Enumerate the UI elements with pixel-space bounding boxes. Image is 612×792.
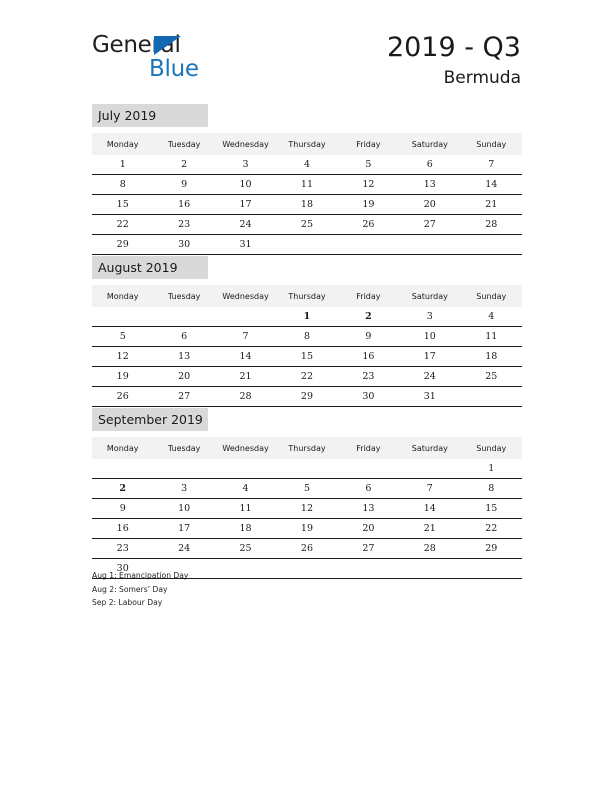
month-grid xyxy=(92,133,522,255)
day-cell-empty xyxy=(153,307,214,327)
day-cell[interactable]: 10 xyxy=(215,175,276,195)
day-cell[interactable]: 15 xyxy=(461,499,522,519)
month-title: September 2019 xyxy=(92,408,208,431)
day-cell[interactable]: 3 xyxy=(426,311,433,322)
day-cell[interactable]: 31 xyxy=(215,235,276,255)
day-cell[interactable]: 19 xyxy=(92,367,153,387)
day-cell[interactable]: 22 xyxy=(461,519,522,539)
day-cell[interactable]: 10 xyxy=(399,327,460,347)
day-cell-empty xyxy=(215,307,276,327)
day-cell[interactable]: 4 xyxy=(488,311,495,322)
day-cell[interactable]: 18 xyxy=(215,519,276,539)
day-cell-empty xyxy=(92,307,153,327)
weekday-header-saturday: Saturday xyxy=(399,437,460,459)
day-cell[interactable]: 26 xyxy=(276,539,337,559)
general-blue-logo xyxy=(92,32,292,88)
day-cell[interactable]: 29 xyxy=(461,539,522,559)
week-row xyxy=(92,307,522,327)
week-row xyxy=(92,327,522,347)
title-block xyxy=(387,32,521,89)
day-cell[interactable]: 24 xyxy=(215,215,276,235)
day-cell[interactable]: 24 xyxy=(153,539,214,559)
weekday-header-friday: Friday xyxy=(338,437,399,459)
day-cell[interactable]: 12 xyxy=(338,175,399,195)
day-cell[interactable]: 15 xyxy=(92,195,153,215)
day-cell[interactable]: 26 xyxy=(92,387,153,407)
day-cell[interactable]: 28 xyxy=(461,215,522,235)
week-row xyxy=(92,479,522,499)
day-cell[interactable]: 3 xyxy=(242,159,249,170)
weekday-header-tuesday: Tuesday xyxy=(153,285,214,307)
page-title: 2019 - Q3 xyxy=(386,32,521,63)
day-cell[interactable]: 16 xyxy=(92,519,153,539)
day-cell[interactable]: 19 xyxy=(276,519,337,539)
day-cell[interactable]: 1 xyxy=(119,159,126,170)
day-cell-empty xyxy=(276,235,337,255)
day-cell[interactable]: 20 xyxy=(338,519,399,539)
day-cell[interactable]: 18 xyxy=(276,195,337,215)
logo-triangle-icon xyxy=(154,36,181,55)
day-cell[interactable]: 23 xyxy=(92,539,153,559)
day-cell[interactable]: 12 xyxy=(92,347,153,367)
day-cell[interactable]: 9 xyxy=(338,327,399,347)
month-grid xyxy=(92,437,522,579)
day-cell[interactable]: 22 xyxy=(276,367,337,387)
day-cell[interactable]: 8 xyxy=(461,479,522,499)
day-cell[interactable]: 18 xyxy=(461,347,522,367)
month-block xyxy=(92,408,522,579)
week-row xyxy=(92,175,522,195)
day-cell[interactable]: 30 xyxy=(338,387,399,407)
week-row xyxy=(92,195,522,215)
day-cell[interactable]: 24 xyxy=(399,367,460,387)
day-cell[interactable]: 19 xyxy=(338,195,399,215)
weekday-header-monday: Monday xyxy=(92,285,153,307)
week-row xyxy=(92,235,522,255)
day-cell-empty xyxy=(399,459,460,479)
month-title: August 2019 xyxy=(92,256,208,279)
weekday-header-monday: Monday xyxy=(92,133,153,155)
day-cell[interactable]: 17 xyxy=(399,347,460,367)
week-row xyxy=(92,155,522,175)
weekday-header-wednesday: Wednesday xyxy=(215,285,276,307)
weekday-header-friday: Friday xyxy=(338,285,399,307)
day-cell[interactable]: 27 xyxy=(153,387,214,407)
day-cell-empty xyxy=(153,459,214,479)
day-cell[interactable]: 11 xyxy=(461,327,522,347)
weekday-header-sunday: Sunday xyxy=(461,437,522,459)
day-cell[interactable]: 6 xyxy=(426,159,433,170)
day-cell[interactable]: 6 xyxy=(153,327,214,347)
day-cell-holiday[interactable]: 2 xyxy=(92,479,153,499)
month-grid xyxy=(92,285,522,407)
holiday-legend xyxy=(92,569,492,610)
day-cell[interactable]: 9 xyxy=(153,175,214,195)
day-cell[interactable]: 17 xyxy=(153,519,214,539)
day-cell-holiday[interactable]: 2 xyxy=(365,311,372,322)
week-row xyxy=(92,387,522,407)
day-cell[interactable]: 21 xyxy=(461,195,522,215)
day-cell[interactable]: 20 xyxy=(153,367,214,387)
weekday-header-friday: Friday xyxy=(338,133,399,155)
day-cell[interactable]: 10 xyxy=(153,499,214,519)
day-cell[interactable]: 12 xyxy=(276,499,337,519)
week-row xyxy=(92,347,522,367)
day-cell[interactable]: 9 xyxy=(92,499,153,519)
weekday-header-wednesday: Wednesday xyxy=(215,437,276,459)
day-cell[interactable]: 29 xyxy=(92,235,153,255)
day-cell[interactable]: 6 xyxy=(338,479,399,499)
day-cell[interactable]: 15 xyxy=(276,347,337,367)
day-cell[interactable]: 2 xyxy=(181,159,188,170)
day-cell[interactable]: 11 xyxy=(276,175,337,195)
day-cell[interactable]: 28 xyxy=(399,539,460,559)
day-cell[interactable]: 14 xyxy=(461,175,522,195)
day-cell-empty xyxy=(338,459,399,479)
day-cell-empty xyxy=(215,459,276,479)
day-cell[interactable]: 25 xyxy=(276,215,337,235)
day-cell[interactable]: 29 xyxy=(276,387,337,407)
day-cell[interactable]: 26 xyxy=(338,215,399,235)
day-cell-empty xyxy=(461,387,522,407)
month-block xyxy=(92,256,522,407)
day-cell[interactable]: 30 xyxy=(153,235,214,255)
day-cell-empty xyxy=(276,459,337,479)
day-cell[interactable]: 14 xyxy=(399,499,460,519)
week-row xyxy=(92,539,522,559)
legend-item: Sep 2: Labour Day xyxy=(92,598,163,608)
day-cell[interactable]: 11 xyxy=(215,499,276,519)
day-cell[interactable]: 22 xyxy=(92,215,153,235)
weekday-header-tuesday: Tuesday xyxy=(153,437,214,459)
day-cell[interactable]: 13 xyxy=(153,347,214,367)
day-cell[interactable]: 1 xyxy=(488,463,495,474)
weekday-header-saturday: Saturday xyxy=(399,133,460,155)
legend-item: Aug 2: Somers’ Day xyxy=(92,584,168,594)
week-row xyxy=(92,519,522,539)
day-cell[interactable]: 25 xyxy=(215,539,276,559)
day-cell[interactable]: 30 xyxy=(92,559,153,579)
day-cell-empty xyxy=(461,235,522,255)
day-cell-holiday[interactable]: 1 xyxy=(303,311,311,322)
day-cell[interactable]: 27 xyxy=(338,539,399,559)
day-cell[interactable]: 13 xyxy=(338,499,399,519)
weekday-header-wednesday: Wednesday xyxy=(215,133,276,155)
day-cell-empty xyxy=(399,235,460,255)
weekday-header-thursday: Thursday xyxy=(276,133,337,155)
week-row xyxy=(92,499,522,519)
day-cell[interactable]: 17 xyxy=(215,195,276,215)
week-row xyxy=(92,459,522,479)
weekday-header-thursday: Thursday xyxy=(276,437,337,459)
month-block xyxy=(92,104,522,255)
day-cell-empty xyxy=(92,459,153,479)
day-cell[interactable]: 8 xyxy=(276,327,337,347)
page-subtitle-country: Bermuda xyxy=(443,68,521,88)
day-cell[interactable]: 14 xyxy=(215,347,276,367)
day-cell[interactable]: 23 xyxy=(338,367,399,387)
page-header xyxy=(0,0,612,96)
day-cell[interactable]: 28 xyxy=(215,387,276,407)
weekday-header-tuesday: Tuesday xyxy=(153,133,214,155)
day-cell[interactable]: 5 xyxy=(92,327,153,347)
day-cell[interactable]: 16 xyxy=(153,195,214,215)
day-cell[interactable]: 23 xyxy=(153,215,214,235)
day-cell[interactable]: 8 xyxy=(92,175,153,195)
weekday-header-thursday: Thursday xyxy=(276,285,337,307)
day-cell[interactable]: 4 xyxy=(215,479,276,499)
day-cell-empty xyxy=(338,235,399,255)
weekday-header-row xyxy=(92,285,522,307)
day-cell[interactable]: 16 xyxy=(338,347,399,367)
day-cell[interactable]: 4 xyxy=(303,159,310,170)
day-cell[interactable]: 31 xyxy=(399,387,460,407)
week-row xyxy=(92,215,522,235)
weekday-header-sunday: Sunday xyxy=(461,285,522,307)
day-cell[interactable]: 27 xyxy=(399,215,460,235)
day-cell[interactable]: 7 xyxy=(399,479,460,499)
day-cell[interactable]: 3 xyxy=(153,479,214,499)
weekday-header-sunday: Sunday xyxy=(461,133,522,155)
weekday-header-row xyxy=(92,437,522,459)
weekday-header-saturday: Saturday xyxy=(399,285,460,307)
week-row xyxy=(92,367,522,387)
day-cell[interactable]: 21 xyxy=(215,367,276,387)
day-cell[interactable]: 25 xyxy=(461,367,522,387)
day-cell[interactable]: 7 xyxy=(215,327,276,347)
weekday-header-monday: Monday xyxy=(92,437,153,459)
day-cell[interactable]: 7 xyxy=(488,159,495,170)
day-cell[interactable]: 21 xyxy=(399,519,460,539)
day-cell[interactable]: 13 xyxy=(399,175,460,195)
day-cell[interactable]: 20 xyxy=(399,195,460,215)
logo-text-general: General xyxy=(92,32,181,58)
day-cell[interactable]: 5 xyxy=(365,159,372,170)
weekday-header-row xyxy=(92,133,522,155)
legend-item: Aug 1: Emancipation Day xyxy=(92,571,189,580)
logo-text-blue: Blue xyxy=(149,56,199,82)
day-cell[interactable]: 5 xyxy=(276,479,337,499)
month-title: July 2019 xyxy=(92,104,208,127)
